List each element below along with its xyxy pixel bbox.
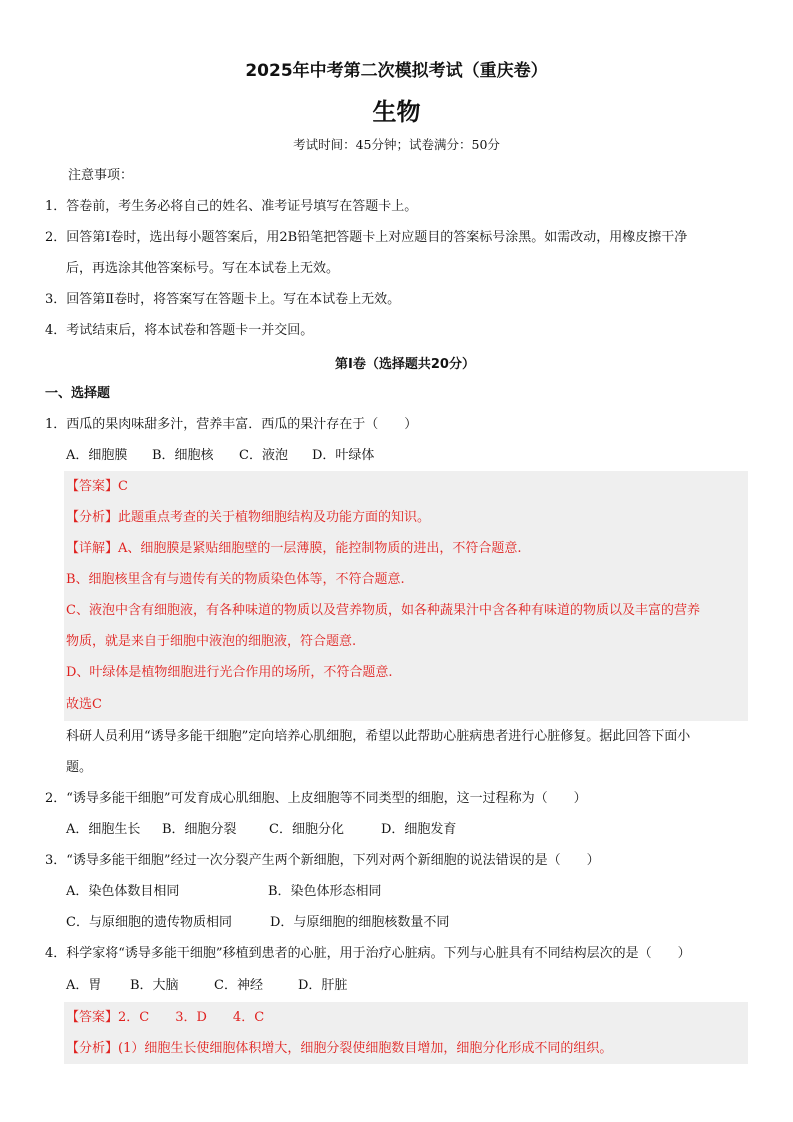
question-stem: 3．“诱导多能干细胞”经过一次分裂产生两个新细胞，下列对两个新细胞的说法错误的是（ ） xyxy=(45,853,600,868)
detail-text: A、细胞膜是紧贴细胞壁的一层薄膜，能控制物质的进出，不符合题意. xyxy=(118,541,522,556)
note-item: 3．回答第Ⅱ卷时，将答案写在答题卡上。写在本试卷上无效。 xyxy=(45,292,401,307)
option: D．与原细胞的细胞核数量不同 xyxy=(270,915,450,930)
answer-value: C xyxy=(118,479,128,494)
answer-line xyxy=(66,1009,264,1027)
option: B．染色体形态相同 xyxy=(268,884,382,899)
option: B．细胞分裂 xyxy=(162,822,237,837)
detail-line: C、液泡中含有细胞液，有各种味道的物质以及营养物质，如各种蔬果汁中含各种有味道的物质以及丰富的营养 xyxy=(66,603,700,618)
option: A．细胞膜 xyxy=(66,448,128,463)
detail-line: B、细胞核里含有与遗传有关的物质染色体等，不符合题意. xyxy=(66,572,405,587)
answer-value: 2．C 3．D 4．C xyxy=(118,1010,265,1025)
option: C．神经 xyxy=(214,978,263,993)
question-stem: 4．科学家将“诱导多能干细胞”移植到患者的心脏，用于治疗心脏病。下列与心脏具有不同结构层次的是（ ） xyxy=(45,946,691,961)
option: C．细胞分化 xyxy=(269,822,344,837)
detail-tag: 【详解】 xyxy=(66,541,119,556)
answer-panel xyxy=(64,1002,748,1064)
question-stem: 1．西瓜的果肉味甜多汁，营养丰富．西瓜的果汁存在于（ ） xyxy=(45,417,418,432)
note-item-continued: 后，再选涂其他答案标号。写在本试卷上无效。 xyxy=(66,261,340,276)
option: D．叶绿体 xyxy=(312,448,375,463)
group-intro-continued: 题。 xyxy=(66,760,93,775)
answer-tag: 【答案】 xyxy=(66,479,119,494)
group-intro: 科研人员利用“诱导多能干细胞”定向培养心肌细胞，希望以此帮助心脏病患者进行心脏修复。据此回答下面小 xyxy=(66,729,691,744)
detail-line: D、叶绿体是植物细胞进行光合作用的场所，不符合题意. xyxy=(66,665,393,680)
analysis-tag: 【分析】 xyxy=(66,1041,119,1056)
answer-panel xyxy=(64,471,748,721)
option: B．大脑 xyxy=(130,978,179,993)
notes-heading: 注意事项： xyxy=(68,168,134,183)
analysis-line xyxy=(66,509,430,527)
analysis-text: 此题重点考查的关于植物细胞结构及功能方面的知识。 xyxy=(118,510,431,525)
detail-line xyxy=(66,540,522,558)
part1-heading: 第Ⅰ卷（选择题共20分） xyxy=(335,357,475,372)
subject-title: 生物 xyxy=(372,98,421,126)
option: C．液泡 xyxy=(239,448,288,463)
note-item: 1．答卷前，考生务必将自己的姓名、准考证号填写在答题卡上。 xyxy=(45,199,418,214)
analysis-line xyxy=(66,1040,612,1058)
option: D．细胞发育 xyxy=(381,822,457,837)
option: A．细胞生长 xyxy=(66,822,141,837)
analysis-text: (1）细胞生长使细胞体积增大，细胞分裂使细胞数目增加，细胞分化形成不同的组织。 xyxy=(118,1041,613,1056)
detail-line: 物质，就是来自于细胞中液泡的细胞液，符合题意. xyxy=(66,634,357,649)
question-stem: 2．“诱导多能干细胞”可发育成心肌细胞、上皮细胞等不同类型的细胞，这一过程称为（ ） xyxy=(45,791,587,806)
answer-tag: 【答案】 xyxy=(66,1010,119,1025)
note-item: 4．考试结束后，将本试卷和答题卡一并交回。 xyxy=(45,323,314,338)
option: A．胃 xyxy=(66,978,102,993)
option: B．细胞核 xyxy=(152,448,214,463)
detail-conclusion: 故选C xyxy=(66,697,102,712)
option: A．染色体数目相同 xyxy=(66,884,180,899)
option: C．与原细胞的遗传物质相同 xyxy=(66,915,232,930)
analysis-tag: 【分析】 xyxy=(66,510,119,525)
exam-title: 2025年中考第二次模拟考试（重庆卷） xyxy=(245,61,548,81)
answer-line xyxy=(66,478,128,496)
option: D．肝脏 xyxy=(298,978,348,993)
section-heading: 一、选择题 xyxy=(45,386,111,401)
note-item: 2．回答第Ⅰ卷时，选出每小题答案后，用2B铅笔把答题卡上对应题目的答案标号涂黑。如需改动，用橡皮擦干净 xyxy=(45,230,688,245)
exam-meta: 考试时间：45分钟；试卷满分：50分 xyxy=(293,137,500,152)
